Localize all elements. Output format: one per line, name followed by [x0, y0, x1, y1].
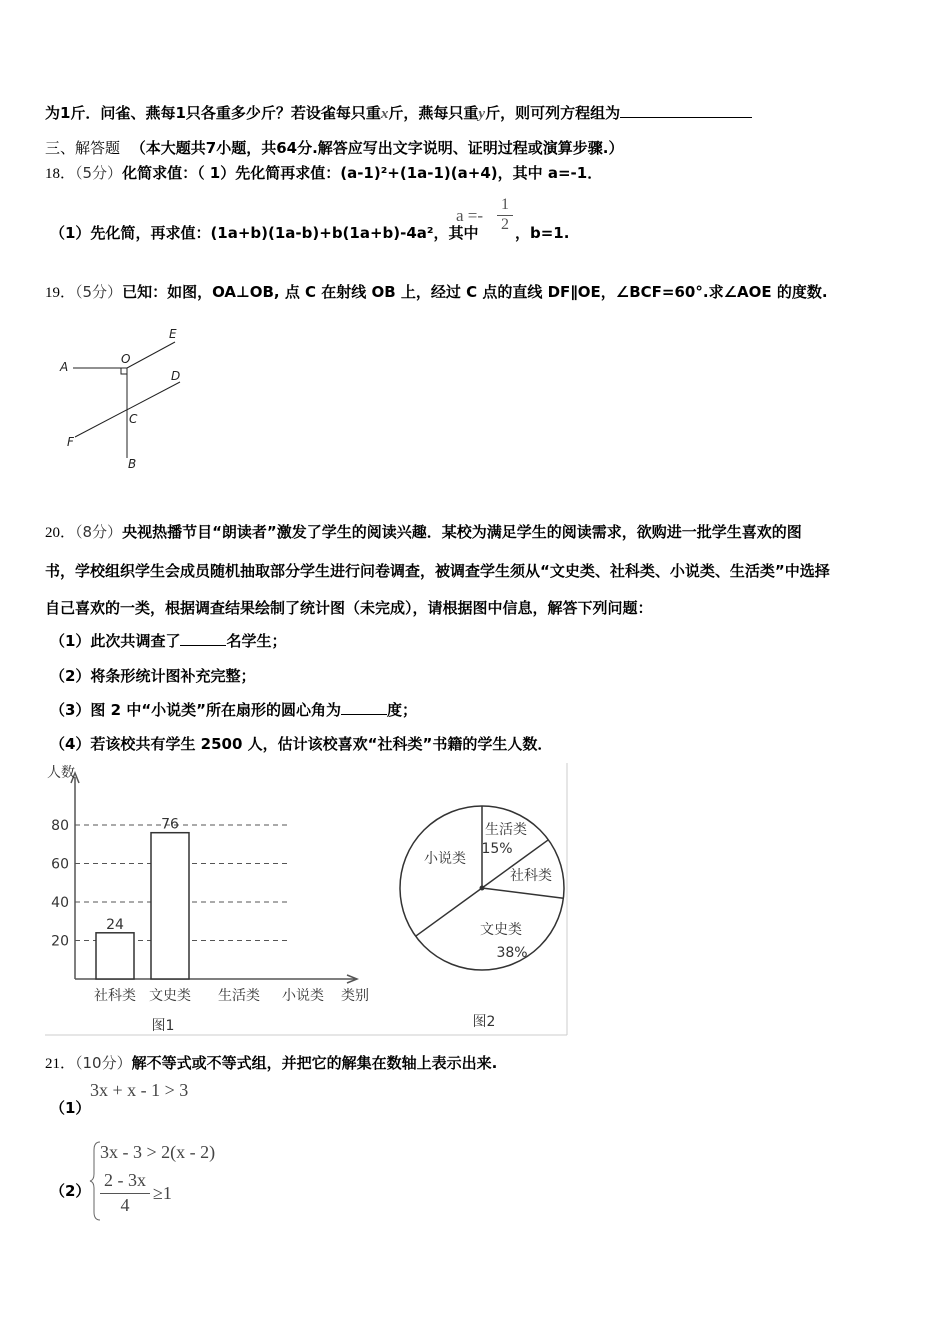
- pie-percent-文史类: 38%: [496, 945, 528, 961]
- question-20-line2: 书，学校组织学生会成员随机抽取部分学生进行问卷调查，被调查学生须从“文史类、社科类、小说类、生活类”中选择: [45, 562, 830, 580]
- pie-label-文史类: 文史类: [480, 922, 522, 938]
- y-tick-40: 40: [51, 895, 69, 911]
- x-tick-小说类: 小说类: [282, 988, 324, 1004]
- pie-center: [480, 886, 485, 891]
- x-tick-文史类: 文史类: [149, 988, 191, 1004]
- var-x: x: [380, 106, 389, 122]
- bar-文史类: [151, 833, 189, 979]
- label-O: O: [121, 352, 131, 366]
- a-equals: a =-: [456, 206, 484, 225]
- geometry-figure: [55, 320, 195, 480]
- label-A: A: [60, 360, 69, 374]
- fraction-half: 1 2: [497, 196, 513, 234]
- y-axis-label: 人数: [47, 765, 75, 781]
- label-B: B: [128, 457, 137, 471]
- question-21-sub2-label: （2）: [50, 1182, 91, 1200]
- pie-label-小说类: 小说类: [424, 851, 466, 867]
- chart-caption-2: 图2: [472, 1014, 496, 1030]
- inequality-2a: 3x - 3 > 2(x - 2): [100, 1142, 216, 1162]
- question-18-sub1-suffix: ，b=1.: [515, 224, 570, 242]
- ray-OE: [127, 342, 175, 368]
- bar-chart: [47, 764, 369, 1034]
- question-21: 21．（10分）解不等式或不等式组，并把它的解集在数轴上表示出来.: [45, 1054, 498, 1072]
- pie-percent-生活类: 15%: [481, 841, 513, 857]
- bar-label-文史类: 76: [161, 816, 179, 833]
- label-D: D: [171, 369, 181, 383]
- question-20-sub3: （3）图 2 中“小说类”所在扇形的圆心角为 度；: [50, 701, 418, 719]
- var-y: y: [478, 106, 486, 122]
- inequality-2b-fraction: 2 - 3x 4: [100, 1170, 150, 1216]
- x-tick-社科类: 社科类: [94, 988, 136, 1004]
- chart-caption-1: 图1: [151, 1018, 175, 1034]
- question-20-sub1: （1）此次共调查了 名学生；: [50, 632, 287, 650]
- question-20-line3: 自己喜欢的一类，根据调查结果绘制了统计图（未完成），请根据图中信息，解答下列问题：: [45, 599, 653, 617]
- bar-label-社科类: 24: [106, 916, 124, 933]
- pie-label-生活类: 生活类: [485, 822, 527, 838]
- x-axis-label: 类别: [341, 988, 369, 1004]
- y-tick-80: 80: [51, 818, 69, 834]
- bar-社科类: [96, 933, 134, 979]
- label-E: E: [169, 327, 177, 341]
- section-heading: 三、解答题 （本大题共7小题，共64分.解答应写出文字说明、证明过程或演算步骤.）: [45, 139, 624, 157]
- label-F: F: [67, 435, 74, 449]
- answer-blank-count[interactable]: [180, 645, 226, 646]
- answer-blank[interactable]: [620, 117, 752, 118]
- question-20-sub2: （2）将条形统计图补充完整；: [50, 667, 256, 685]
- answer-blank-angle[interactable]: [341, 714, 387, 715]
- inequality-2b-relation: ≥1: [153, 1183, 172, 1203]
- pie-label-社科类: 社科类: [510, 868, 552, 884]
- charts-figure: [45, 763, 568, 1037]
- question-19: 19．（5分）已知：如图，OA⊥OB, 点 C 在射线 OB 上，经过 C 点的直线 DF∥OE，∠BCF=60°.求∠AOE 的度数.: [45, 283, 828, 301]
- pie-chart: [400, 806, 564, 1030]
- x-tick-生活类: 生活类: [218, 988, 260, 1004]
- question-20: 20．（8分）央视热播节目“朗读者”激发了学生的阅读兴趣．某校为满足学生的阅读需求，欲购进一批学生喜欢的图: [45, 523, 802, 541]
- top-question-line: 为1斤．问雀、燕每1只各重多少斤？若设雀每只重x斤，燕每只重y斤，则可列方程组为: [45, 102, 752, 123]
- question-18: 18．（5分）化简求值：（ 1）先化简再求值：(a-1)²+(1a-1)(a+4)，其中 a=-1．: [45, 164, 603, 182]
- right-angle-mark: [121, 368, 127, 374]
- question-21-sub1-label: （1）: [50, 1099, 91, 1117]
- inequality-1: 3x + x - 1 > 3: [90, 1080, 189, 1100]
- y-tick-60: 60: [51, 856, 69, 873]
- question-18-sub1: （1）先化简，再求值：(1a+b)(1a-b)+b(1a+b)-4a²，其中: [50, 224, 479, 242]
- label-C: C: [129, 412, 138, 426]
- y-tick-20: 20: [51, 933, 69, 950]
- question-20-sub4: （4）若该校共有学生 2500 人，估计该校喜欢“社科类”书籍的学生人数．: [50, 735, 553, 753]
